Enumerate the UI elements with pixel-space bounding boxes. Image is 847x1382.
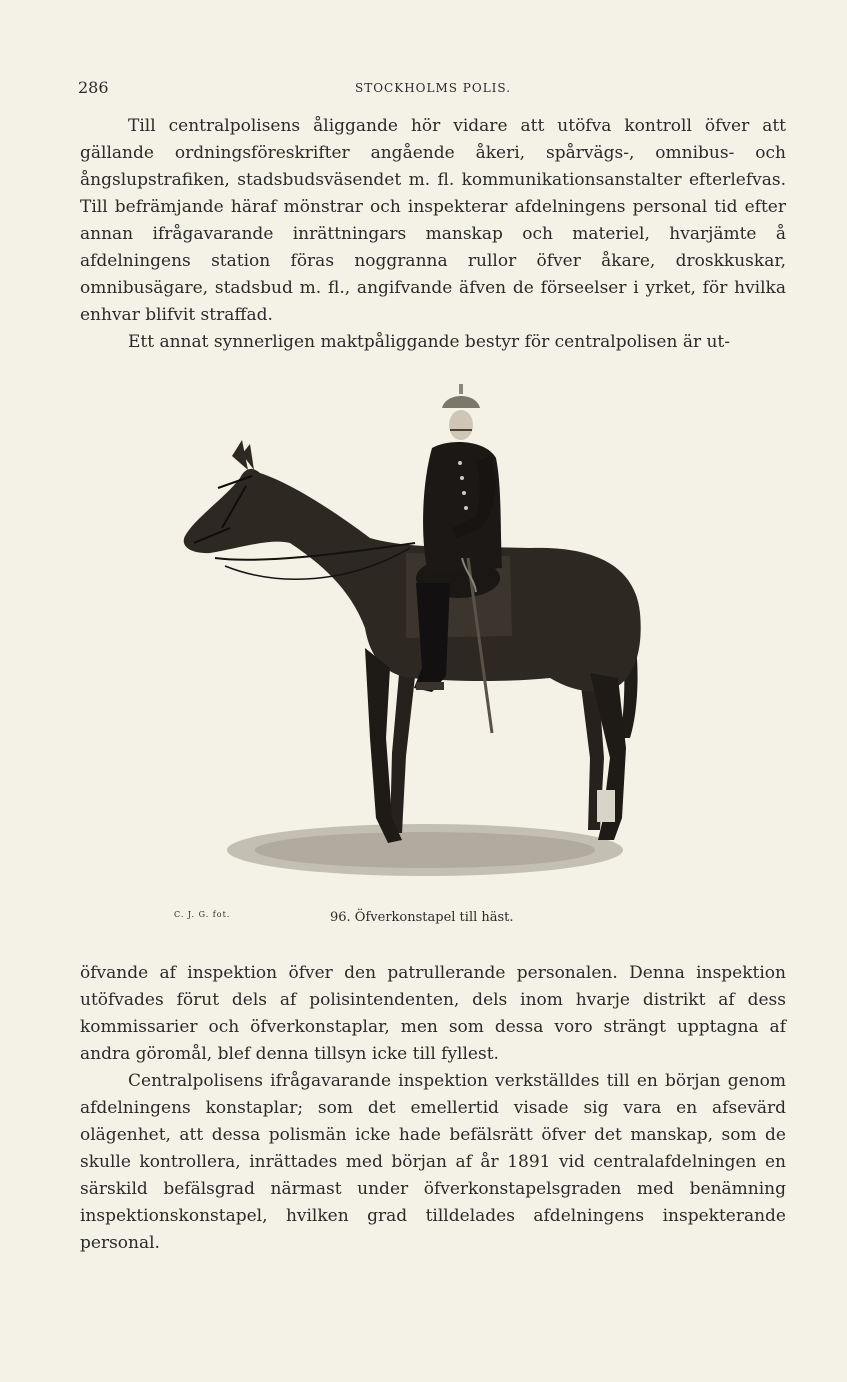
horse-leg (390, 663, 416, 833)
running-title: STOCKHOLMS POLIS. (354, 81, 512, 95)
paragraph: öfvande af inspektion öfver den patrullerande personalen. Denna inspektion utöfvades förut dels af polisintendenten, dels inom hvarje distrikt af dess kommissarier och öfverkonstaplar, men som dessa voro strängt upptagna af andra göromål, blef denna tillsyn icke till fyllest. (80, 963, 786, 1064)
photo-credit: C. J. G. fot. (174, 910, 231, 919)
rider-head (449, 410, 473, 440)
stirrup (416, 682, 444, 690)
caption-text: 96. Öfverkonstapel till häst. (330, 910, 514, 925)
paragraph: Ett annat synnerligen maktpåliggande bestyr för centralpolisen är ut- (128, 332, 731, 352)
body-text-top (80, 113, 786, 356)
body-text-bottom (80, 960, 786, 1257)
helmet-icon (442, 396, 480, 408)
figure-caption (80, 910, 786, 930)
paragraph: Till centralpolisens åliggande hör vidare att utöfva kontroll öfver att gällande ordningsföreskrifter angående åkeri, spårvägs-, omnibus- och ångslupstrafiken, stadsbudsväsendet m. fl. kommunikationsanstalter efterlefvas. Till befrämjande häraf mönstrar och inspekterar afdelningens personal tid efter annan ifrågavarande inrättningars manskap och materiel, hvarjämte å afdelningens station föras noggranna rullor öfver åkare, droskkuskar, omnibusägare, stadsbud m. fl., angifvande äfven de förseelser i yrket, för hvilka enhvar blifvit straffad. (80, 116, 786, 325)
paragraph: Centralpolisens ifrågavarande inspektion verkställdes till en början genom afdelningens konstaplar; som det emellertid visade sig vara en afsevärd olägenhet, att dessa polismän icke hade befälsrätt öfver det manskap, som de skulle kontrollera, inrättades med början af år 1891 vid centralafdelningen en särskild befälsgrad närmast under öfverkonstapelsgraden med benämning inspektionskonstapel, hvilken grad tilldelades afdelningens inspekterande personal. (80, 1071, 786, 1253)
equestrian-photograph (170, 378, 690, 893)
page-header (78, 78, 788, 100)
page-number: 286 (78, 78, 109, 97)
white-sock (597, 790, 615, 822)
